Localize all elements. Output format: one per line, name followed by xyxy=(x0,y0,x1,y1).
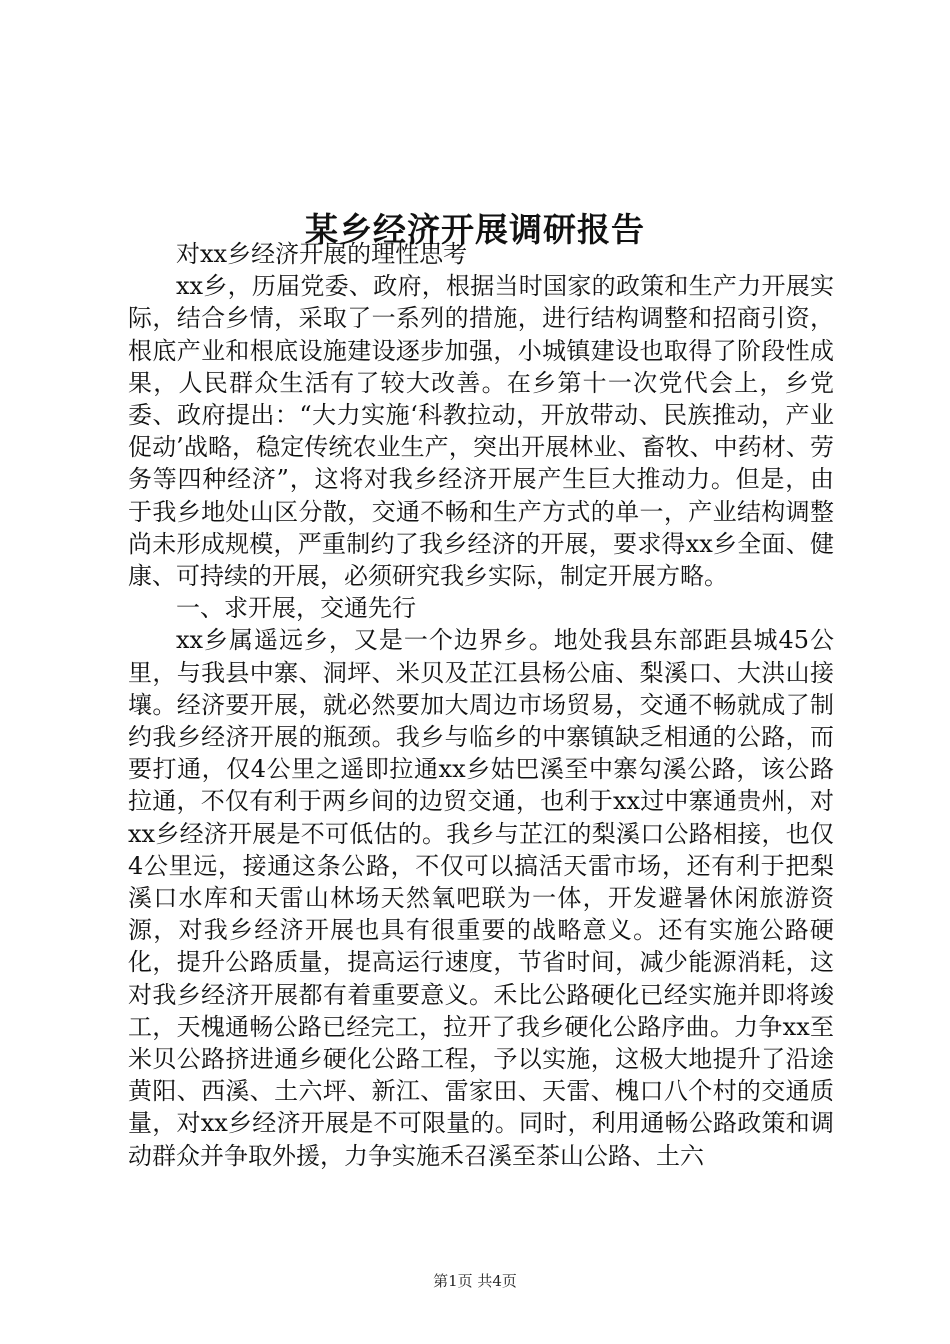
section-paragraph: xx乡属遥远乡，又是一个边界乡。地处我县东部距县城45公里，与我县中寨、洞坪、米贝及芷江县杨公庙、梨溪口、大洪山接壤。经济要开展，就必然要加大周边市场贸易，交通不畅就成了制约我乡经济开展的瓶颈。我乡与临乡的中寨镇缺乏相通的公路，而要打通，仅4公里之遥即拉通xx乡姑巴溪至中寨勾溪公路，该公路拉通，不仅有利于两乡间的边贸交通，也利于xx过中寨通贵州，对xx乡经济开展是不可低估的。我乡与芷江的梨溪口公路相接，也仅4公里远，接通这条公路，不仅可以搞活天雷市场，还有利于把梨溪口水库和天雷山林场天然氧吧联为一体，开发避暑休闲旅游资源，对我乡经济开展也具有很重要的战略意义。还有实施公路硬化，提升公路质量，提高运行速度，节省时间，减少能源消耗，这对我乡经济开展都有着重要意义。禾比公路硬化已经实施并即将竣工，天槐通畅公路已经完工，拉开了我乡硬化公路序曲。力争xx至米贝公路挤进通乡硬化公路工程，予以实施，这极大地提升了沿途黄阳、西溪、土六坪、新江、雷家田、天雷、槐口八个村的交通质量，对xx乡经济开展是不可限量的。同时，利用通畅公路政策和调动群众并争取外援，力争实施禾召溪至茶山公路、土六 xyxy=(128,626,834,1170)
subtitle-paragraph: 对xx乡经济开展的理性思考 xyxy=(176,240,468,268)
section-heading: 一、求开展，交通先行 xyxy=(176,594,416,623)
document-body xyxy=(128,238,834,1172)
page-number: 第1页 共4页 xyxy=(433,1272,517,1290)
intro-paragraph: xx乡，历届党委、政府，根据当时国家的政策和生产力开展实际，结合乡情，采取了一系列的措施，进行结构调整和招商引资，根底产业和根底设施建设逐步加强，小城镇建设也取得了阶段性成果，人民群众生活有了较大改善。在乡第十一次党代会上，乡党委、政府提出：“大力实施‘科教拉动，开放带动、民族推动，产业促动’战略，稳定传统农业生产，突出开展林业、畜牧、中药材、劳务等四种经济”，这将对我乡经济开展产生巨大推动力。但是，由于我乡地处山区分散，交通不畅和生产方式的单一，产业结构调整尚未形成规模，严重制约了我乡经济的开展，要求得xx乡全面、健康、可持续的开展，必须研究我乡实际，制定开展方略。 xyxy=(128,272,834,591)
document-title: 某乡经济开展调研报告 xyxy=(305,210,645,250)
